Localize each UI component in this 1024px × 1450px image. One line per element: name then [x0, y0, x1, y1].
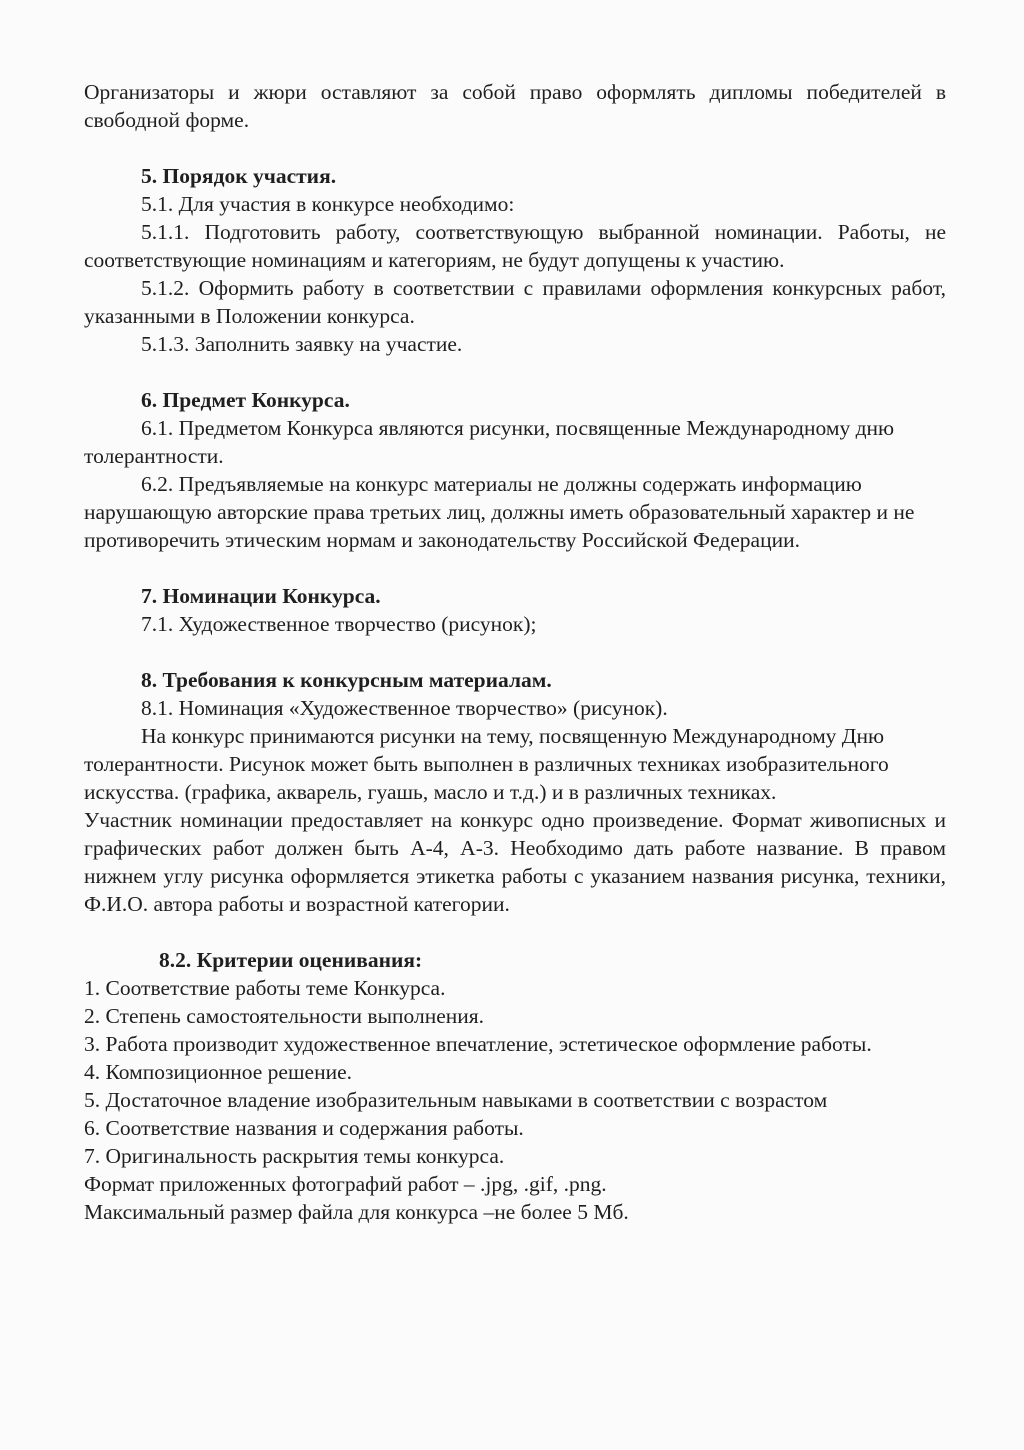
spacer	[84, 638, 946, 666]
criteria-item: 4. Композиционное решение.	[84, 1060, 352, 1084]
section-5-1-3: 5.1.3. Заполнить заявку на участие.	[141, 332, 463, 356]
section-5-1: 5.1. Для участия в конкурсе необходимо:	[141, 192, 515, 216]
section-5-1-2: 5.1.2. Оформить работу в соответствии с правилами оформления конкурсных работ, указанными в Положении конкурса.	[84, 276, 946, 328]
section-8-2-heading: 8.2. Критерии оценивания:	[159, 948, 423, 972]
section-7-1: 7.1. Художественное творчество (рисунок);	[141, 612, 537, 636]
criteria-item: 7. Оригинальность раскрытия темы конкурса.	[84, 1144, 505, 1168]
intro-paragraph: Организаторы и жюри оставляют за собой право оформлять дипломы победителей в свободной форме.	[84, 80, 946, 132]
section-8-heading: 8. Требования к конкурсным материалам.	[141, 668, 552, 692]
section-5-1-1: 5.1.1. Подготовить работу, соответствующую выбранной номинации. Работы, не соответствующие номинациям и категориям, не будут допущены к участию.	[84, 220, 946, 272]
file-format-note: Формат приложенных фотографий работ – .jpg, .gif, .png.	[84, 1172, 607, 1196]
section-8-1: 8.1. Номинация «Художественное творчество» (рисунок).	[141, 696, 668, 720]
spacer	[84, 358, 946, 386]
criteria-item: 5. Достаточное владение изобразительным навыками в соответствии с возрастом	[84, 1088, 828, 1112]
spacer	[84, 134, 946, 162]
section-6-1: 6.1. Предметом Конкурса являются рисунки, посвященные Международному дню толерантности.	[84, 416, 895, 468]
section-5-heading: 5. Порядок участия.	[141, 164, 337, 188]
criteria-item: 1. Соответствие работы теме Конкурса.	[84, 976, 446, 1000]
spacer	[84, 918, 946, 946]
file-size-note: Максимальный размер файла для конкурса –не более 5 Мб.	[84, 1200, 629, 1224]
section-6-heading: 6. Предмет Конкурса.	[141, 388, 350, 412]
criteria-item: 2. Степень самостоятельности выполнения.	[84, 1004, 485, 1028]
document-body	[84, 78, 946, 1226]
criteria-item: 3. Работа производит художественное впечатление, эстетическое оформление работы.	[84, 1032, 872, 1056]
section-8-1-body: На конкурс принимаются рисунки на тему, посвященную Международному Дню толерантности. Рисунок может быть выполнен в различных техниках изобразительного искусства. (графика, акварель, гуашь, масло и т.д.) и в различных техниках.	[84, 724, 889, 804]
section-8-1-requirements: Участник номинации предоставляет на конкурс одно произведение. Формат живописных и графических работ должен быть А-4, А-3. Необходимо дать работе название. В правом нижнем углу рисунка оформляется этикетка работы с указанием названия рисунка, техники, Ф.И.О. автора работы и возрастной категории.	[84, 808, 946, 916]
section-6-2: 6.2. Предъявляемые на конкурс материалы не должны содержать информацию нарушающую авторские права третьих лиц, должны иметь образовательный характер и не противоречить этическим нормам и законодательству Российской Федерации.	[84, 472, 915, 552]
spacer	[84, 554, 946, 582]
criteria-item: 6. Соответствие названия и содержания работы.	[84, 1116, 524, 1140]
section-7-heading: 7. Номинации Конкурса.	[141, 584, 381, 608]
